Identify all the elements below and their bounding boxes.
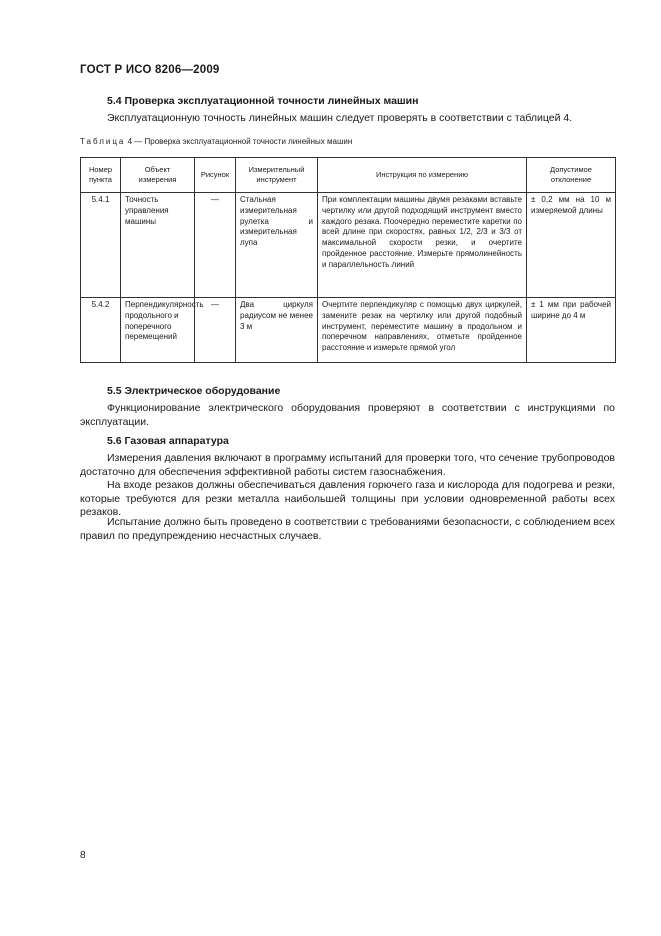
document-header: ГОСТ Р ИСО 8206—2009 bbox=[80, 64, 220, 76]
header-figure: Рисунок bbox=[195, 158, 236, 193]
table-caption-title: 4 — Проверка эксплуатационной точности линейных машин bbox=[125, 137, 353, 146]
cell-instrument: Два циркуля радиусом не менее 3 м bbox=[236, 298, 318, 363]
cell-figure: — bbox=[195, 298, 236, 363]
section-5-6-paragraph-1: Измерения давления включают в программу испытаний для проверки того, что сечение трубопроводов достаточно для обеспечения эффективной работы систем газоснабжения. bbox=[80, 452, 615, 478]
cell-instruction: При комплектации машины двумя резаками вставьте чертилку или другой подходящий инструмент вместо каждого резака. Поочередно переместите каретки по всей длине при скоростях, равных 1/2, 2/3 и 3/3 от максимальной скорости резки, и очертите пройденное расстояние. Измерьте прямолинейность и параллельность линий bbox=[318, 193, 527, 298]
cell-object: Перпендикулярность продольного и поперечного перемещений bbox=[121, 298, 195, 363]
cell-instruction: Очертите перпендикуляр с помощью двух циркулей, замените резак на чертилку или другой подобный инструмент, переместите машину в продольном и поперечном направлениях, отметьте пройденное расстояние и измерьте прямой угол bbox=[318, 298, 527, 363]
header-number: Номер пункта bbox=[81, 158, 121, 193]
accuracy-table bbox=[80, 157, 616, 363]
cell-number: 5.4.2 bbox=[81, 298, 121, 363]
table-row bbox=[81, 298, 616, 363]
cell-tolerance: ± 1 мм при рабочей ширине до 4 м bbox=[527, 298, 616, 363]
section-5-6-title: 5.6 Газовая аппаратура bbox=[107, 435, 229, 447]
cell-instrument: Стальная измерительная рулетка и измерительная лупа bbox=[236, 193, 318, 298]
cell-figure: — bbox=[195, 193, 236, 298]
header-instruction: Инструкция по измерению bbox=[318, 158, 527, 193]
cell-object: Точность управления машины bbox=[121, 193, 195, 298]
section-5-5-text: Функционирование электрического оборудования проверяют в соответствии с инструкциями по эксплуатации. bbox=[80, 402, 615, 428]
header-object: Объект измерения bbox=[121, 158, 195, 193]
section-5-6-paragraph-2: На входе резаков должны обеспечиваться давления горючего газа и кислорода для подогрева и резки, которые требуются для резки металла наибольшей толщины при условии одновременной работы всех резаков. bbox=[80, 479, 615, 518]
cell-tolerance: ± 0,2 мм на 10 м измеряемой длины bbox=[527, 193, 616, 298]
header-tolerance: Допустимое отклонение bbox=[527, 158, 616, 193]
section-5-4-text: Эксплуатационную точность линейных машин следует проверять в соответствии с таблицей 4. bbox=[107, 112, 573, 124]
page-number: 8 bbox=[80, 850, 86, 861]
header-instrument: Измерительный инструмент bbox=[236, 158, 318, 193]
table-caption-label: Таблица bbox=[80, 137, 126, 146]
table-caption bbox=[80, 137, 352, 146]
section-5-5-title: 5.5 Электрическое оборудование bbox=[107, 385, 281, 397]
section-5-6-paragraph-3: Испытание должно быть проведено в соответствии с требованиями безопасности, с соблюдением всех правил по предупреждению несчастных случаев. bbox=[80, 516, 615, 542]
table-header-row bbox=[81, 158, 616, 193]
table-row bbox=[81, 193, 616, 298]
section-5-4-title: 5.4 Проверка эксплуатационной точности линейных машин bbox=[107, 95, 419, 107]
cell-number: 5.4.1 bbox=[81, 193, 121, 298]
